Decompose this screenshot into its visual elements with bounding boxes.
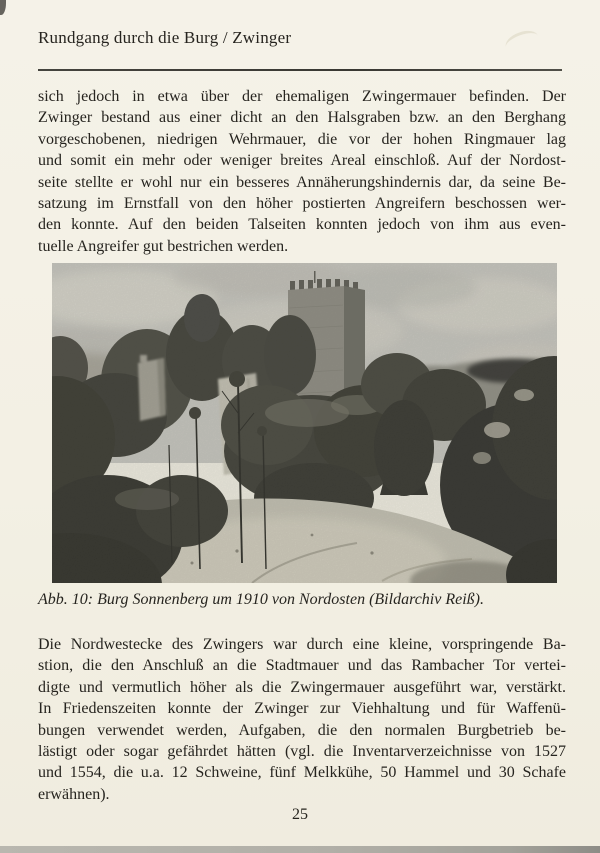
- text-line: seite stellte er wohl nur ein besseres Annäherungshindernis dar, da seine Be-: [38, 173, 566, 191]
- text-line: tuelle Angreifer gut bestrichen werden.: [38, 237, 289, 255]
- text-line: Die Nordwestecke des Zwingers war durch eine kleine, vorspringende Ba-: [38, 636, 566, 653]
- page-number: 25: [292, 806, 308, 823]
- text-line: digte und vermutlich höher als die Zwingermauer ausgeführt war, verstärkt.: [38, 678, 566, 696]
- paragraph-2: [38, 634, 566, 805]
- text-line: erwähnen).: [38, 785, 110, 803]
- text-line: In Friedenszeiten konnte der Zwinger zur Viehhaltung und für Waffenü-: [38, 700, 566, 718]
- paragraph-1: [38, 86, 566, 257]
- text-line: bungen verwendet werden, Aufgaben, die den normalen Burgbetrieb be-: [38, 721, 566, 739]
- scan-corner-artifact: [0, 0, 6, 15]
- text-line: lästigt oder sogar gefährdet hätten (vgl. die Inventarverzeichnisse von 1527: [38, 743, 566, 761]
- text-line: und 1554, die u.a. 12 Schweine, fünf Melkkühe, 50 Hammel und 30 Schafe: [38, 764, 566, 782]
- text-line: vorgeschobenen, niedrigen Wehrmauer, die vor der hohen Ringmauer lag: [38, 130, 566, 148]
- text-line: und somit ein mehr oder weniger breites Areal einschloß. Auf der Nordost-: [38, 152, 566, 170]
- text-line: satzung im Ernstfall von den höher postierten Angreifern beschossen wer-: [38, 195, 566, 213]
- text-line: Zwinger bestand aus einer dicht an den Halsgraben bzw. an den Berghang: [38, 109, 566, 127]
- text-line: den konnte. Auf den beiden Talseiten konnten jedoch von ihm aus even-: [38, 216, 566, 234]
- photo-grain-overlay: [52, 263, 557, 583]
- text-line: sich jedoch in etwa über der ehemaligen Zwingermauer befinden. Der: [38, 88, 566, 105]
- castle-photo-illustration: [52, 263, 557, 583]
- running-header: Rundgang durch die Burg / Zwinger: [38, 28, 292, 47]
- header-rule: [38, 69, 562, 71]
- scan-edge-shadow: [0, 846, 600, 853]
- text-line: stion, die den Anschluß an die Stadtmauer und das Rambacher Tor vertei-: [38, 657, 566, 675]
- scan-smudge-artifact: [503, 27, 541, 56]
- photo-caption: Abb. 10: Burg Sonnenberg um 1910 von Nordosten (Bildarchiv Reiß).: [38, 591, 484, 608]
- castle-photo: [52, 263, 557, 583]
